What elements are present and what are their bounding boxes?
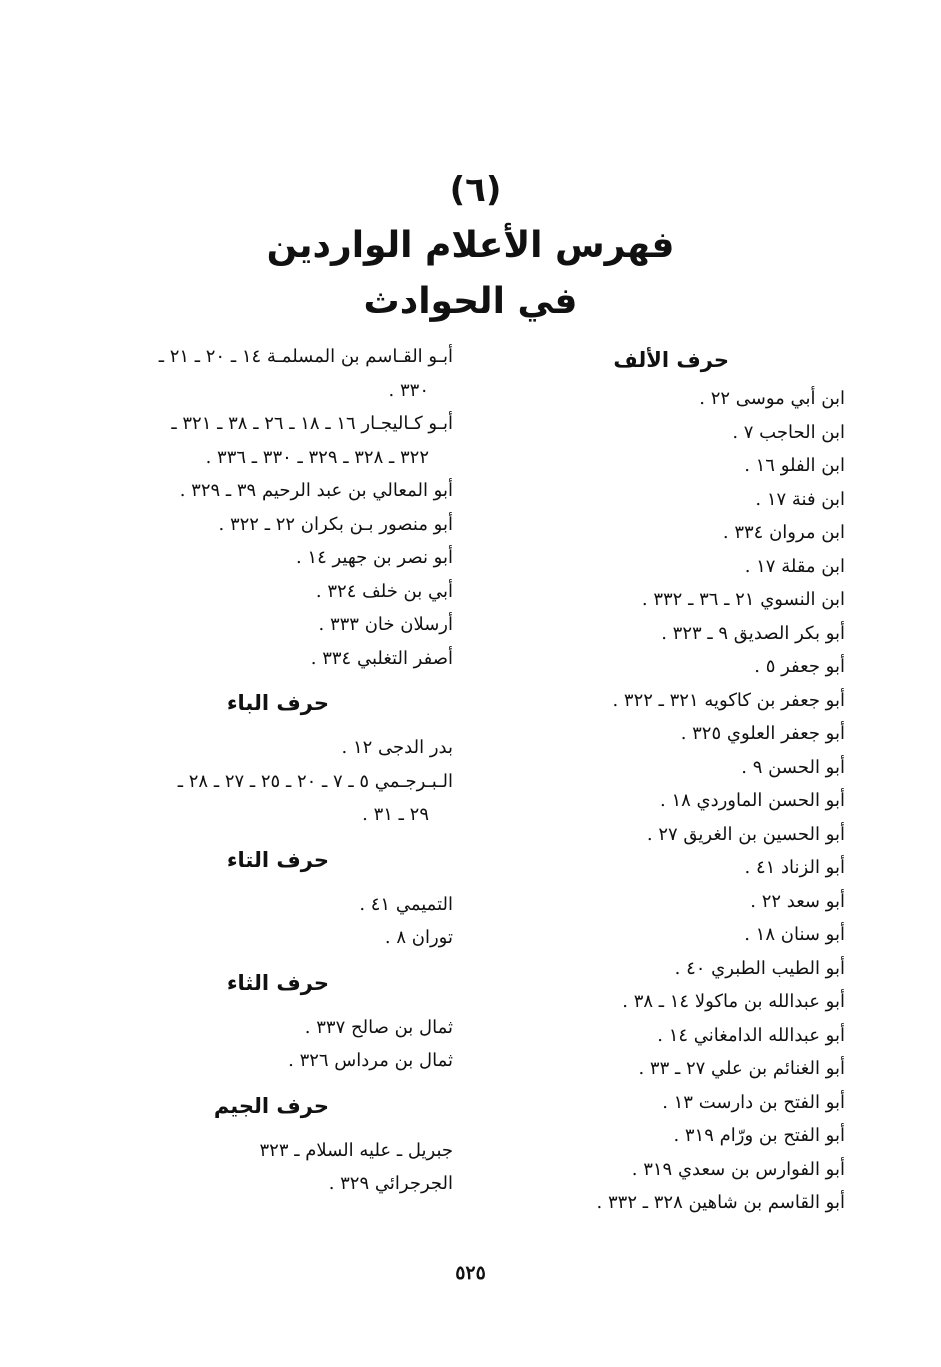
index-entry: أبو جعفر ٥ . [754, 656, 845, 677]
right-column [465, 340, 845, 1220]
index-entry: ابن فنة ١٧ . [755, 488, 845, 510]
section-heading: حرف الثاء [226, 970, 329, 995]
index-entry-continuation: ٣٣٠ . [388, 379, 429, 401]
section-gap [101, 723, 453, 731]
index-entry: أبو جعفر العلوي ٣٢٥ . [680, 723, 845, 744]
index-entry: أبو القاسم بن شاهين ٣٢٨ ـ ٣٣٢ . [596, 1192, 845, 1213]
index-entry-line: الجرجرائي ٣٢٩ . [328, 1173, 453, 1194]
index-entry [101, 575, 453, 609]
index-entry: أبو الزناد ٤١ . [744, 857, 845, 878]
index-entry [101, 340, 453, 407]
section-heading: حرف الباء [226, 691, 329, 715]
index-entry [101, 1134, 453, 1168]
index-entry: أبو عبدالله الدامغاني ١٤ . [657, 1024, 845, 1046]
right-entry-list [465, 382, 845, 1220]
index-entry [101, 541, 453, 575]
index-entry-line: ثمال بن مرداس ٣٢٦ . [288, 1050, 453, 1071]
index-entry [101, 474, 453, 508]
index-section [101, 683, 453, 832]
section-heading: حرف الجيم [213, 1093, 329, 1118]
index-entry [101, 642, 453, 676]
left-section-list [101, 675, 453, 1201]
index-entry-line: جبريل ـ عليه السلام ـ ٣٢٣ [259, 1139, 453, 1161]
section-gap [101, 955, 453, 963]
left-column [101, 340, 453, 1201]
section-heading: حرف التاء [226, 847, 329, 872]
index-entry [101, 608, 453, 642]
index-entry: ابن الحاجب ٧ . [732, 421, 845, 443]
index-entry [101, 765, 453, 832]
section-gap [101, 880, 453, 888]
index-entry-line: أرسلان خان ٣٣٣ . [318, 614, 453, 635]
index-entry: أبو الحسين بن الغريق ٢٧ . [646, 823, 845, 845]
index-entry: أبو سنان ١٨ . [744, 924, 845, 945]
index-entry-line: التميمي ٤١ . [359, 893, 453, 915]
index-entry: أبو الفوارس بن سعدي ٣١٩ . [631, 1158, 845, 1180]
index-entry: أبو بكر الصديق ٩ ـ ٣٢٣ . [661, 622, 845, 644]
index-entry [101, 508, 453, 542]
index-entry: ابن النسوي ٢١ ـ ٣٦ ـ ٣٣٢ . [641, 589, 845, 610]
index-subtitle: في الحوادث [363, 281, 578, 322]
index-entry [101, 921, 453, 955]
index-entry-line: بدر الدجى ١٢ . [341, 737, 453, 758]
index-entry: أبو الحسن الماوردي ١٨ . [659, 790, 845, 811]
index-entry [101, 1011, 453, 1045]
index-title: فهرس الأعلام الواردين [266, 225, 675, 266]
section-gap [101, 1003, 453, 1011]
index-section [101, 963, 453, 1078]
index-entry: أبو الطيب الطبري ٤٠ . [674, 957, 845, 979]
index-entry-line: ثمال بن صالح ٣٣٧ . [304, 1016, 453, 1038]
section-gap [101, 1078, 453, 1086]
index-entry-line: الـبـرجـمي ٥ ـ ٧ ـ ٢٠ ـ ٢٥ ـ ٢٧ ـ ٢٨ ـ [177, 770, 453, 792]
index-entry [101, 888, 453, 922]
index-entry-continuation: ٢٩ ـ ٣١ . [362, 804, 429, 825]
index-section [101, 840, 453, 955]
index-entry [101, 1167, 453, 1201]
section-gap [101, 675, 453, 683]
index-entry: أبو الحسن ٩ . [741, 756, 845, 778]
index-entry: أبو الغنائم بن علي ٢٧ ـ ٣٣ . [638, 1058, 845, 1079]
index-entry [101, 1044, 453, 1078]
index-entry-line: أبي بن خلف ٣٢٤ . [315, 580, 453, 602]
index-entry-line: أبـو كـاليجـار ١٦ ـ ١٨ ـ ٢٦ ـ ٣٨ ـ ٣٢١ ـ [171, 413, 453, 434]
index-entry: أبو جعفر بن كاكويه ٣٢١ ـ ٣٢٢ . [612, 689, 845, 711]
index-entry: أبو سعد ٢٢ . [750, 890, 845, 912]
index-entry: ابن أبي موسى ٢٢ . [699, 388, 845, 409]
section-heading-alif: حرف الألف [613, 348, 729, 372]
index-section [101, 1086, 453, 1201]
index-entry [101, 407, 453, 474]
section-gap [101, 832, 453, 840]
index-entry-line: توران ٨ . [384, 927, 453, 948]
index-entry: ابن مروان ٣٣٤ . [722, 522, 845, 543]
index-number: (٦) [449, 170, 502, 210]
index-entry: ابن مقلة ١٧ . [744, 555, 845, 577]
index-entry: أبو الفتح بن ورّام ٣١٩ . [673, 1125, 845, 1146]
index-entry-line: أبو المعالي بن عبد الرحيم ٣٩ ـ ٣٢٩ . [179, 480, 453, 501]
index-entry: أبو عبدالله بن ماكولا ١٤ ـ ٣٨ . [622, 991, 845, 1012]
left-alif-entry-list [101, 340, 453, 675]
index-entry-line: أبو منصور بـن بكران ٢٢ ـ ٣٢٢ . [218, 513, 453, 535]
index-entry-line: أبـو القـاسم بن المسلمـة ١٤ ـ ٢٠ ـ ٢١ ـ [158, 346, 453, 367]
index-entry [101, 731, 453, 765]
section-gap [101, 1126, 453, 1134]
index-entry-continuation: ٣٢٢ ـ ٣٢٨ ـ ٣٢٩ ـ ٣٣٠ ـ ٣٣٦ . [205, 446, 429, 468]
page-header [0, 168, 941, 330]
index-entry: أبو الفتح بن دارست ١٣ . [662, 1091, 845, 1113]
index-entry-line: أصفر التغلبي ٣٣٤ . [310, 647, 453, 669]
index-entry-line: أبو نصر بن جهير ١٤ . [295, 547, 453, 568]
page-number: ٥٢٥ [455, 1262, 486, 1284]
index-entry: ابن الفلو ١٦ . [744, 455, 845, 476]
